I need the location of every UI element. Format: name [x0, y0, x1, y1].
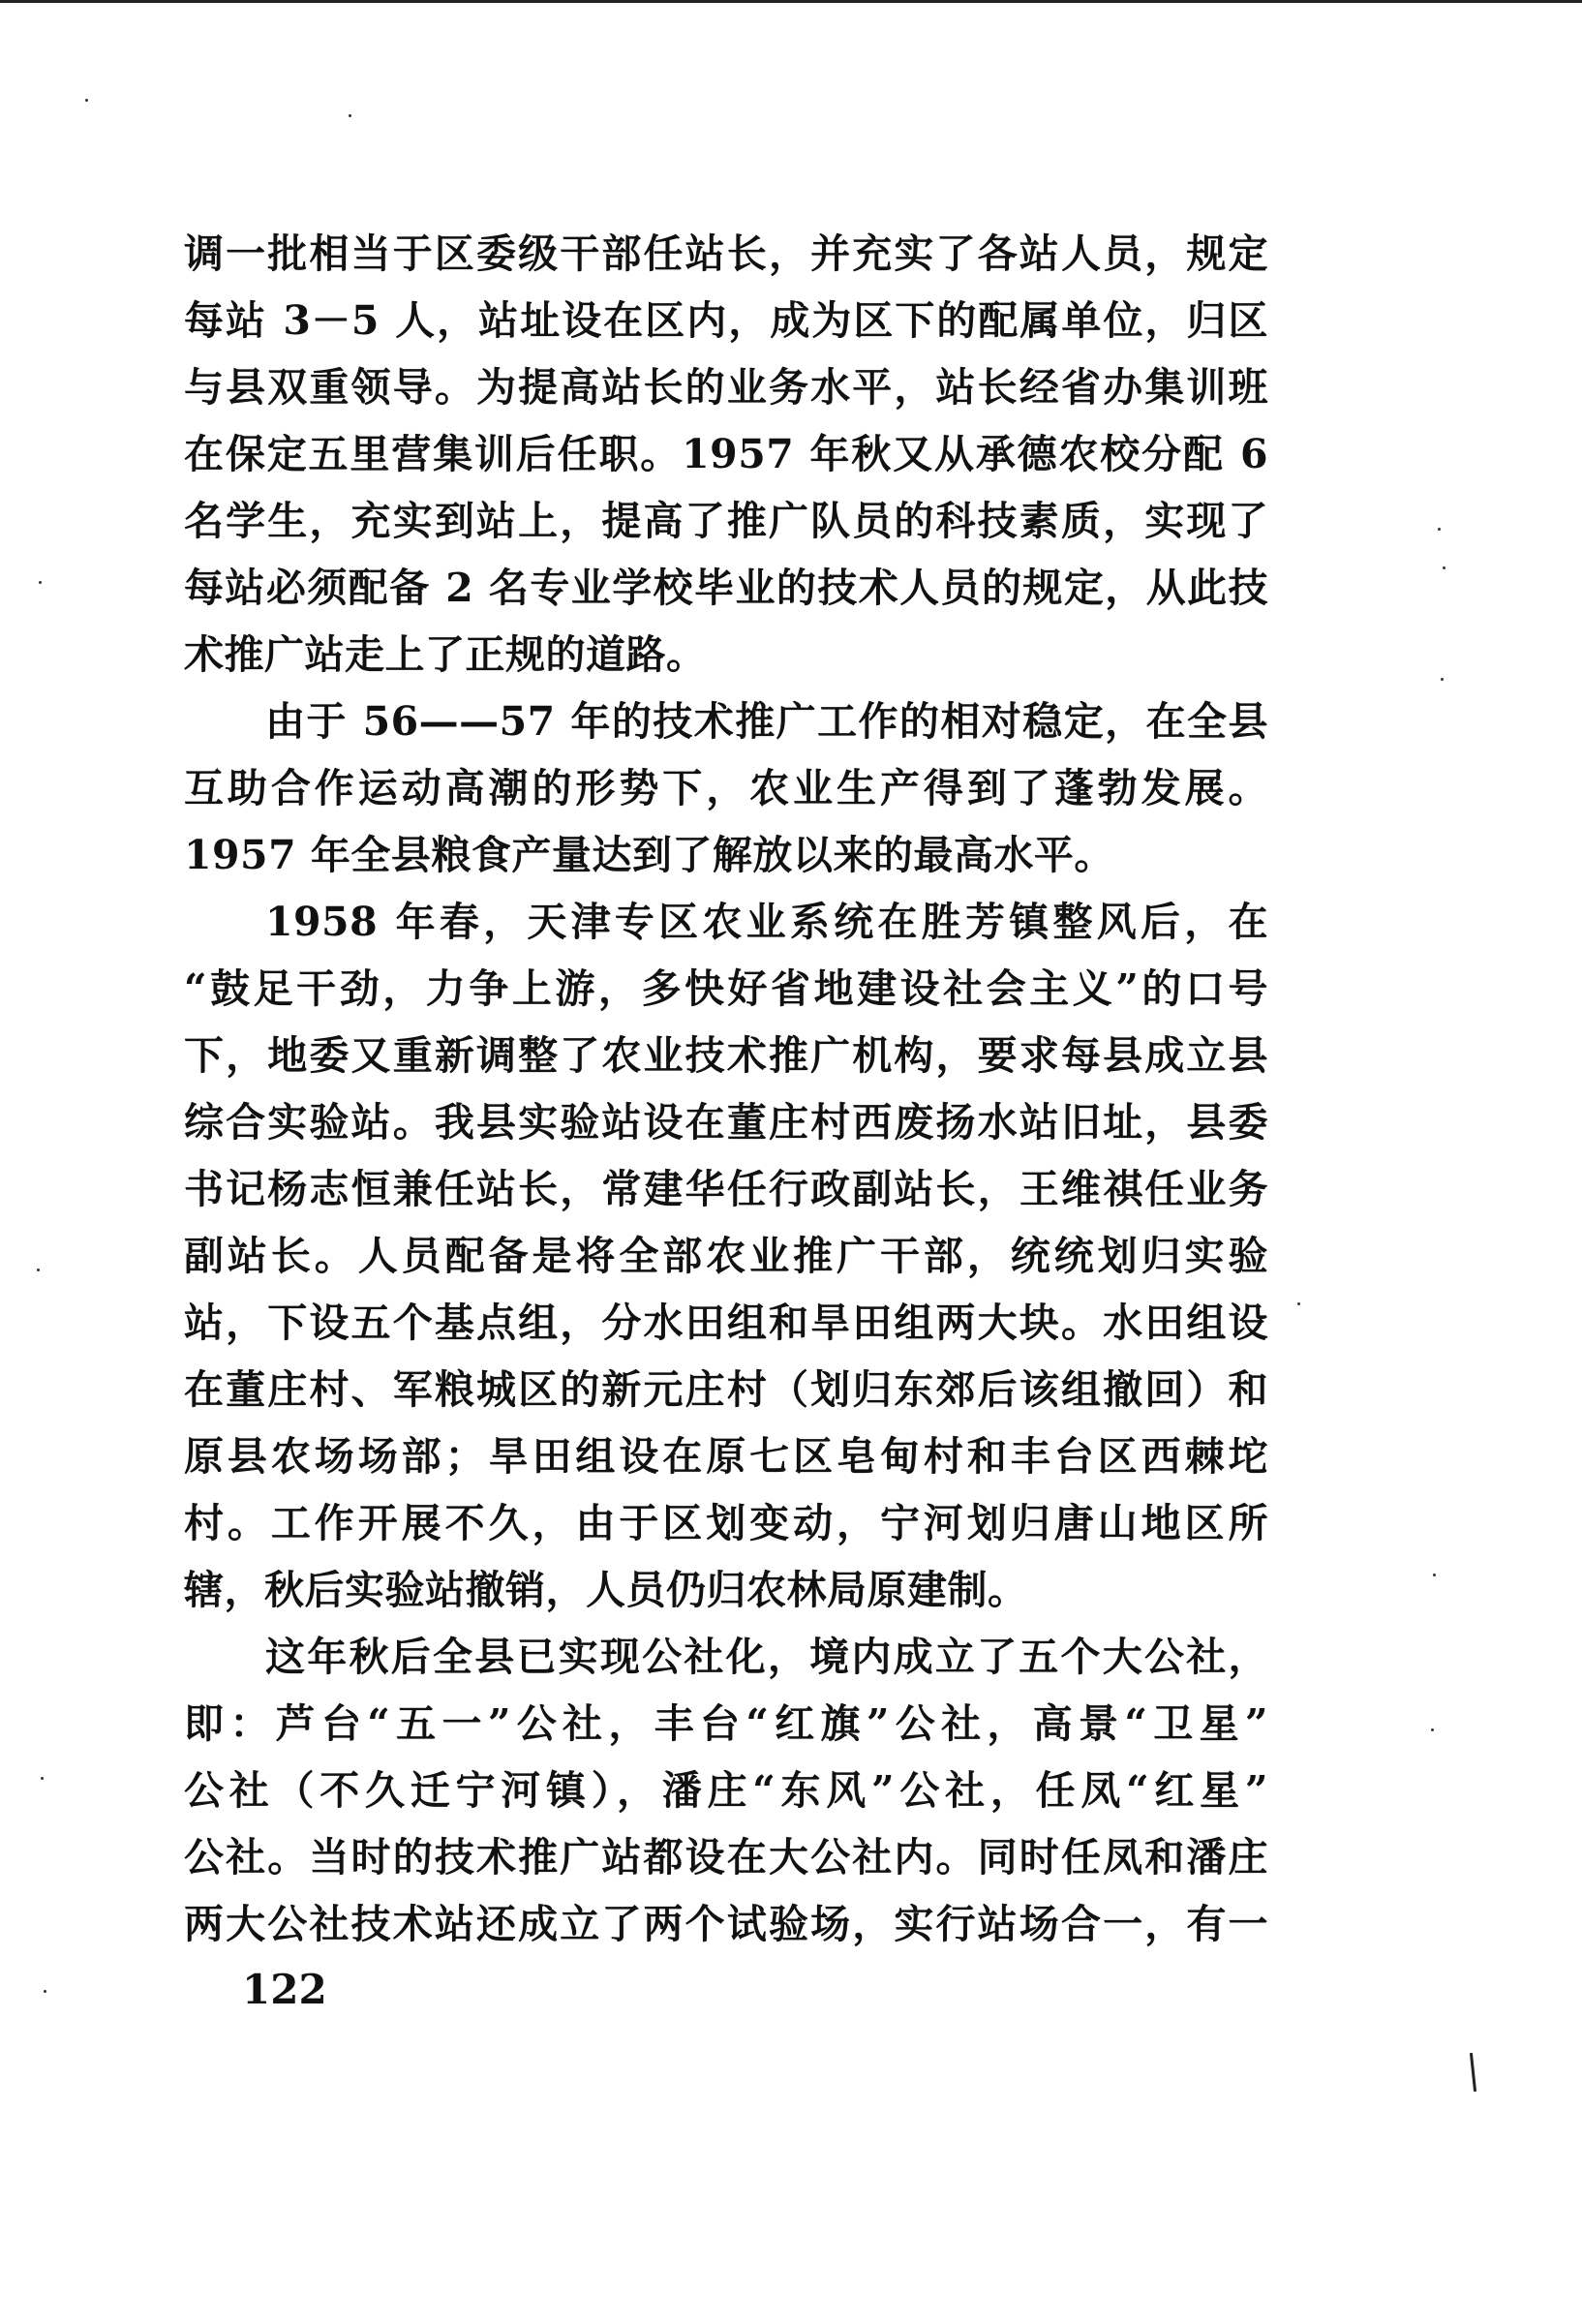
top-border-line [0, 0, 1582, 3]
scan-speck [1441, 678, 1444, 681]
text-line: 在保定五里营集训后任职。1957 年秋又从承德农校分配 6 [184, 431, 1268, 477]
text-line: 即：芦台“五一”公社，丰台“红旗”公社，高景“卫星” [184, 1700, 1268, 1747]
text-line: 下，地委又重新调整了农业技术推广机构，要求每县成立县 [184, 1032, 1268, 1079]
text-line: 术推广站走上了正规的道路。 [184, 631, 707, 678]
text-line: 副站长。人员配备是将全部农业推广干部，统统划归实验 [184, 1233, 1268, 1279]
scan-speck [1297, 1302, 1300, 1305]
text-line: 调一批相当于区委级干部任站长，并充实了各站人员，规定 [184, 230, 1268, 277]
text-line: 书记杨志恒兼任站长，常建华任行政副站长，王维祺任业务 [184, 1166, 1268, 1212]
text-line: 由于 56——57 年的技术推广工作的相对稳定，在全县 [265, 698, 1268, 745]
text-line: 两大公社技术站还成立了两个试验场，实行站场合一，有一 [184, 1901, 1268, 1947]
scan-speck [39, 581, 42, 584]
text-line: 村。工作开展不久，由于区划变动，宁河划归唐山地区所 [184, 1500, 1268, 1546]
page-body-text [184, 221, 1268, 1958]
scan-speck [349, 114, 351, 117]
text-line: 1958 年春，天津专区农业系统在胜芳镇整风后，在 [265, 899, 1268, 945]
text-line: 辖，秋后实验站撤销，人员仍归农林局原建制。 [184, 1567, 1028, 1613]
scan-speck [37, 1269, 40, 1271]
text-line: 这年秋后全县已实现公社化，境内成立了五个大公社， [265, 1634, 1268, 1680]
scan-speck [1438, 528, 1441, 531]
scan-speck [1431, 1728, 1434, 1731]
text-line: 每站 3－5 人，站址设在区内，成为区下的配属单位，归区 [184, 297, 1268, 344]
text-line: 站，下设五个基点组，分水田组和旱田组两大块。水田组设 [184, 1300, 1268, 1346]
scan-speck [1433, 1574, 1436, 1576]
scan-speck [44, 1990, 46, 1993]
scan-speck [41, 1777, 44, 1780]
text-line: 公社（不久迁宁河镇），潘庄“东风”公社，任凤“红星” [184, 1767, 1268, 1814]
scan-mark [1470, 2053, 1476, 2092]
text-line: 每站必须配备 2 名专业学校毕业的技术人员的规定，从此技 [184, 565, 1268, 611]
text-line: “鼓足干劲，力争上游，多快好省地建设社会主义”的口号 [184, 965, 1268, 1012]
text-line: 综合实验站。我县实验站设在董庄村西废扬水站旧址，县委 [184, 1099, 1268, 1146]
text-line: 原县农场场部；旱田组设在原七区皂甸村和丰台区西棘坨 [184, 1433, 1268, 1480]
scan-speck [1443, 566, 1445, 569]
page-number: 122 [242, 1966, 327, 2013]
text-line: 1957 年全县粮食产量达到了解放以来的最高水平。 [184, 832, 1114, 878]
text-line: 与县双重领导。为提高站长的业务水平，站长经省办集训班 [184, 364, 1268, 411]
text-line: 互助合作运动高潮的形势下，农业生产得到了蓬勃发展。 [184, 765, 1268, 811]
text-line: 公社。当时的技术推广站都设在大公社内。同时任凤和潘庄 [184, 1834, 1268, 1881]
text-line: 在董庄村、军粮城区的新元庄村（划归东郊后该组撤回）和 [184, 1366, 1268, 1413]
scan-speck [85, 99, 88, 102]
text-line: 名学生，充实到站上，提高了推广队员的科技素质，实现了 [184, 498, 1268, 544]
